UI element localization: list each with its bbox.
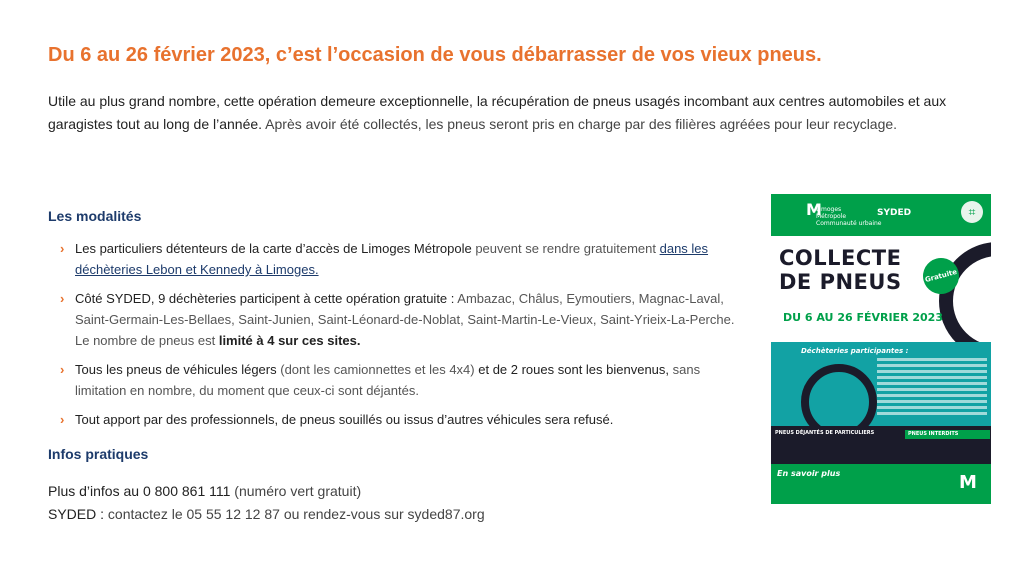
syded-text: contactez le 05 55 12 12 87 ou rendez-vous sur syded87.org: [104, 506, 485, 522]
chevron-right-icon: ›: [60, 241, 65, 256]
item-text-bold-2: et de 2 roues sont les bienvenus,: [478, 362, 670, 377]
item-text-2: sans limitation en nombre, du moment que ceux-ci sont déjantés.: [75, 362, 701, 398]
item-text: peuvent se rendre gratuitement: [471, 241, 660, 256]
phone-note: (numéro vert gratuit): [230, 483, 362, 499]
poster-dates: DU 6 AU 26 FÉVRIER 2023: [783, 311, 943, 324]
intro-paragraph: [48, 90, 998, 136]
en-savoir-plus: En savoir plus: [777, 469, 841, 478]
limoges-metropole-logo: [806, 200, 882, 227]
syded-logo: SYDED: [877, 208, 912, 218]
item-text-bold: Côté SYDED, 9 déchèteries participent à cette opération gratuite :: [75, 291, 455, 306]
item-text: Ambazac, Châlus, Eymoutiers, Magnac-Laval, Saint-Germain-Les-Bellaes, Saint-Junien, Saint-Léonard-de-Noblat, Saint-Martin-Le-Vieux, Saint-Yrieix-La-Perche. Le nombre de pneus est: [75, 291, 735, 348]
logo-line: Métropole: [816, 213, 847, 220]
item-text-bold: Tout apport par des professionnels, de pneus souillés ou issus d’autres véhicules sera refusé.: [75, 412, 614, 427]
logo-line: Limoges: [816, 206, 842, 213]
dechetteries-list-lines: [877, 358, 987, 418]
phone-text: Plus d’infos au 0 800 861 111: [48, 483, 231, 499]
list-item: [60, 288, 750, 351]
dechetteries-title: Déchèteries participantes :: [801, 347, 909, 355]
poster-image[interactable]: [771, 194, 991, 504]
page-headline: Du 6 au 26 février 2023, c’est l’occasion de vous débarrasser de vos vieux pneus.: [48, 44, 822, 66]
title-line: DE PNEUS: [779, 270, 902, 294]
image-zoom-icon[interactable]: ⌗: [961, 201, 983, 223]
infos-line-syded: [48, 503, 485, 526]
list-item: [60, 359, 750, 401]
logo-line: Communauté urbaine: [816, 220, 882, 227]
logo-m-glyph: M: [806, 200, 822, 219]
poster-dechetteries-section: [771, 342, 991, 426]
poster-footer: [771, 464, 991, 504]
intro-part-2: Après avoir été collectés, les pneus seront pris en charge par des filières agréées pour leur recyclage.: [265, 116, 898, 132]
syded-label: SYDED :: [48, 506, 105, 522]
modalites-list: [60, 238, 750, 438]
chevron-right-icon: ›: [60, 362, 65, 377]
chevron-right-icon: ›: [60, 291, 65, 306]
list-item: [60, 409, 750, 430]
modalites-heading: Les modalités: [48, 208, 142, 224]
metropole-m-icon: M: [959, 472, 977, 493]
title-line: COLLECTE: [779, 246, 902, 270]
item-text-bold: Tous les pneus de véhicules légers: [75, 362, 277, 377]
intro-part-1: Utile au plus grand nombre, cette opération demeure exceptionnelle, la récupération de pneus usagés incombant aux centres automobiles et aux garagistes tout au long de l’année.: [48, 93, 947, 132]
infos-line-phone: [48, 480, 485, 503]
infos-block: [48, 480, 485, 526]
dechetteries-link[interactable]: dans les déchèteries Lebon et Kennedy à Limoges.: [75, 241, 709, 277]
item-text-strong: limité à 4 sur ces sites.: [218, 333, 361, 348]
chevron-right-icon: ›: [60, 412, 65, 427]
rules-forbidden-title: PNEUS INTERDITS: [905, 430, 990, 439]
rules-allowed-title: PNEUS DÉJANTÉS DE PARTICULIERS: [775, 430, 875, 436]
item-text: (dont les camionnettes et les 4x4): [276, 362, 479, 377]
list-item: [60, 238, 750, 280]
poster-rules-section: [771, 426, 991, 464]
poster-title: [779, 246, 902, 294]
infos-heading: Infos pratiques: [48, 446, 149, 462]
gratuite-badge: Gratuite: [919, 254, 963, 298]
item-text-bold: Les particuliers détenteurs de la carte d’accès de Limoges Métropole: [75, 241, 472, 256]
